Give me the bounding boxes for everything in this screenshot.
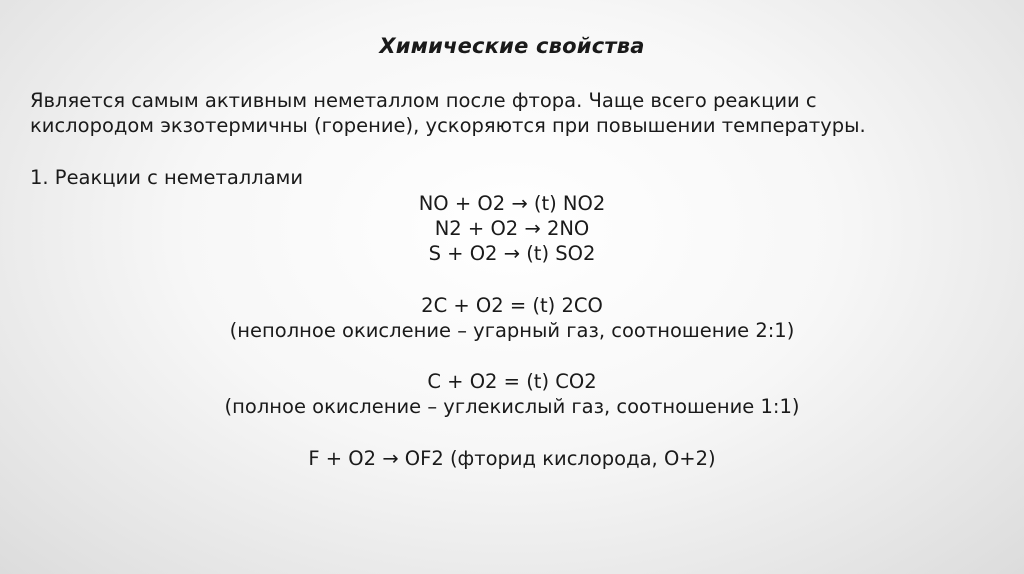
reaction-co2-note: (полное окисление – углекислый газ, соотношение 1:1) xyxy=(224,395,800,418)
intro-line: кислородом экзотермичны (горение), ускоряются при повышении температуры. xyxy=(30,114,866,137)
intro-paragraph xyxy=(30,88,1000,138)
reaction-of2: F + O2 → OF2 (фторид кислорода, O+2) xyxy=(308,447,716,470)
slide-title: Химические свойства xyxy=(379,34,645,58)
reaction-co2-block xyxy=(0,369,1024,419)
reaction-n2-o2: N2 + O2 → 2NO xyxy=(434,217,590,240)
reaction-co2-equation: C + O2 = (t) CO2 xyxy=(427,370,597,393)
reaction-co-equation: 2C + O2 = (t) 2CO xyxy=(421,294,603,317)
reaction-co-block xyxy=(0,293,1024,343)
reaction-of2-block xyxy=(0,446,1024,471)
reaction-s-o2: S + O2 → (t) SO2 xyxy=(428,242,596,265)
intro-line: Является самым активным неметаллом после фтора. Чаще всего реакции с xyxy=(30,89,817,112)
section-heading: 1. Реакции с неметаллами xyxy=(30,166,304,189)
reaction-co-note: (неполное окисление – угарный газ, соотношение 2:1) xyxy=(229,319,795,342)
reaction-no-o2: NO + O2 → (t) NO2 xyxy=(418,192,606,215)
reactions-group-1 xyxy=(0,191,1024,266)
